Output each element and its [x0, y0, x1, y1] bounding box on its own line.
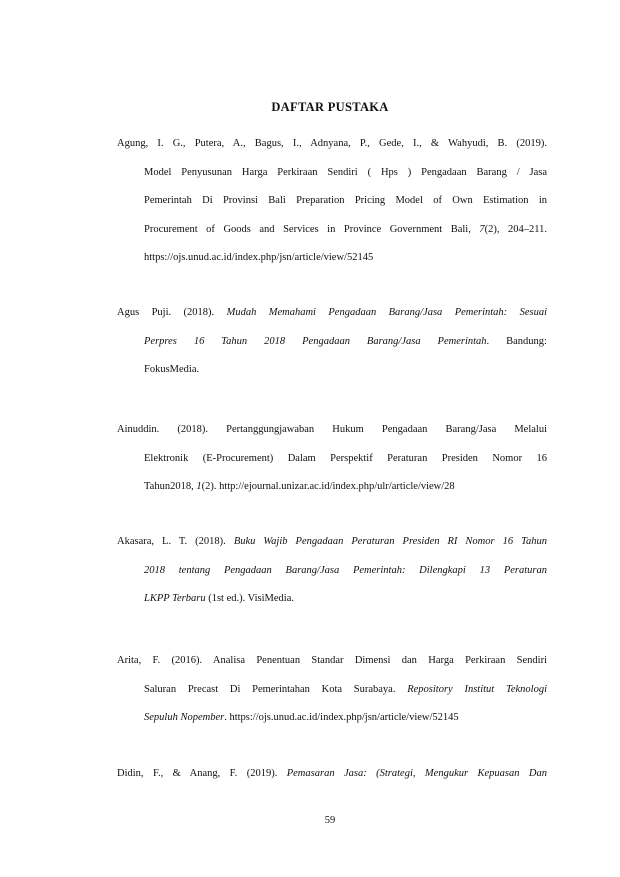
reference-entry — [117, 767, 547, 796]
volume-number: 7 — [479, 223, 485, 235]
reference-line: Arita, F. (2016). Analisa Penentuan Standar Dimensi dan Harga Perkiraan Sendiri — [117, 655, 547, 666]
reference-line: Agung, I. G., Putera, A., Bagus, I., Adnyana, P., Gede, I., & Wahyudi, B. (2019). — [117, 138, 547, 149]
reference-line — [117, 564, 547, 593]
reference-line: Akasara, L. T. (2018). Buku Wajib Pengadaan Peraturan Presiden RI Nomor 16 Tahun — [117, 536, 547, 547]
page-number: 59 — [324, 815, 336, 826]
reference-line: Didin, F., & Anang, F. (2019). Pemasaran Jasa: (Strategi, Mengukur Kepuasan Dan — [117, 768, 547, 779]
reference-entry — [117, 535, 547, 621]
reference-line: Ainuddin. (2018). Pertanggungjawaban Hukum Pengadaan Barang/Jasa Melalui — [117, 424, 547, 435]
reference-line: Saluran Precast Di Pemerintahan Kota Surabaya. Repository Institut Teknologi — [144, 683, 547, 695]
reference-entry — [117, 306, 547, 392]
reference-line: Procurement of Goods and Services in Province Government Bali, 7(2), 204–211. — [144, 223, 547, 235]
reference-line: Agus Puji. (2018). Mudah Memahami Pengadaan Barang/Jasa Pemerintah: Sesuai — [117, 307, 547, 318]
reference-line: Tahun2018, 1(2). http://ejournal.unizar.ac.id/index.php/ulr/article/view/28 — [144, 481, 455, 492]
reference-line: Sepuluh Nopember. https://ojs.unud.ac.id/index.php/jsn/article/view/52145 — [144, 712, 459, 723]
reference-line: Perpres 16 Tahun 2018 Pengadaan Barang/Jasa Pemerintah. Bandung: — [144, 335, 547, 347]
volume-number: 1 — [196, 481, 202, 492]
publisher-name: Sepuluh Nopember — [144, 712, 225, 723]
publisher-name: Repository Institut Teknologi — [407, 683, 547, 695]
reference-line: Model Penyusunan Harga Perkiraan Sendiri ( Hps ) Pengadaan Barang / Jasa — [144, 166, 547, 178]
reference-url[interactable]: https://ojs.unud.ac.id/index.php/jsn/article/view/52145 — [144, 252, 374, 263]
book-title: Mudah Memahami Pengadaan Barang/Jasa Pemerintah: Sesuai — [226, 307, 547, 318]
book-title: LKPP Terbaru — [144, 593, 206, 604]
book-title: Pemasaran Jasa: (Strategi, Mengukur Kepuasan Dan — [286, 768, 547, 779]
reference-line: Pemerintah Di Provinsi Bali Preparation Pricing Model of Own Estimation in — [144, 195, 547, 206]
book-title: Perpres 16 Tahun 2018 Pengadaan Barang/Jasa Pemerintah — [144, 335, 487, 347]
reference-entry — [117, 423, 547, 509]
book-title: 2018 tentang Pengadaan Barang/Jasa Pemerintah: Dilengkapi 13 Peraturan — [144, 564, 547, 576]
reference-line: FokusMedia. — [144, 364, 200, 375]
reference-entry — [117, 137, 547, 280]
book-title: Buku Wajib Pengadaan Peraturan Presiden RI Nomor 16 Tahun — [233, 536, 547, 547]
reference-line: Elektronik (E-Procurement) Dalam Perspektif Peraturan Presiden Nomor 16 — [144, 452, 547, 464]
reference-line: LKPP Terbaru (1st ed.). VisiMedia. — [144, 593, 294, 604]
reference-entry — [117, 654, 547, 740]
page-title: DAFTAR PUSTAKA — [271, 100, 389, 114]
